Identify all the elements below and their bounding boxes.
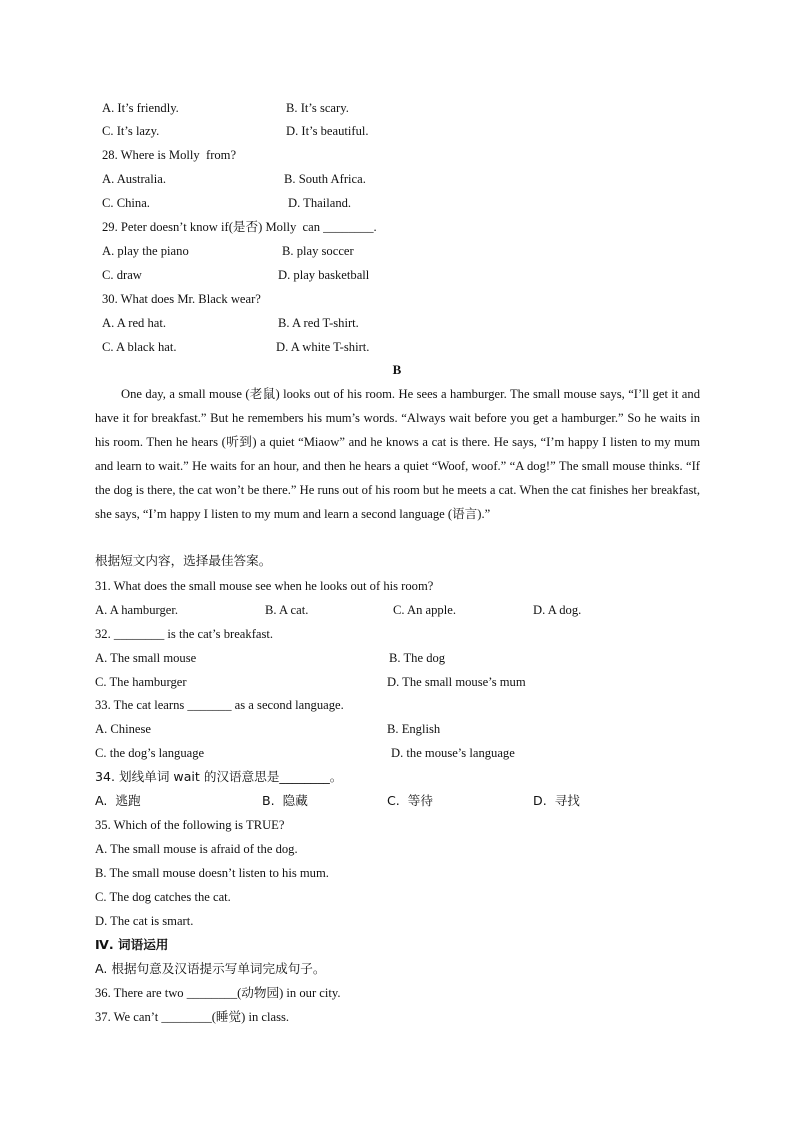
q33-option-c: C. the dog’s language	[95, 746, 205, 760]
q29-option-d: D. play basketball	[278, 268, 370, 282]
q29-option-b: B. play soccer	[282, 244, 354, 258]
q32-option-a: A. The small mouse	[95, 651, 197, 665]
q33-option-b: B. English	[387, 722, 441, 736]
q36-stem: 36. There are two ________(动物园) in our city.	[95, 986, 341, 1000]
q33-option-a: A. Chinese	[95, 722, 151, 736]
section-b-heading: B	[392, 362, 402, 377]
section-b-passage: One day, a small mouse (老鼠) looks out of his room. He sees a hamburger. The small mouse says, “I’ll get it and have it for breakfast.” But he remembers his mum’s words. “Always wait before you get a hamburger.” So he waits in his room. Then he hears (听到) a quiet “Miaow” and he knows a cat is there. He says, “I’m happy I listen to my mum and learn to wait.” He waits for an hour, and then he hears a quiet “Woof, woof.” “A dog!” The small mouse thinks. “If the dog is there, the cat won’t be there.” He runs out of his room but he meets a cat. When the cat finishes her breakfast, she says, “I’m happy I listen to my mum and learn a second language (语言).”	[95, 387, 700, 521]
q37-stem: 37. We can’t ________(睡觉) in class.	[95, 1010, 290, 1024]
q30-stem: 30. What does Mr. Black wear?	[102, 292, 261, 306]
q31-stem: 31. What does the small mouse see when he looks out of his room?	[95, 579, 434, 593]
q28-stem: 28. Where is Molly from?	[102, 148, 237, 162]
q28-option-c: C. China.	[102, 196, 150, 210]
q32-option-c: C. The hamburger	[95, 675, 187, 689]
q30-option-b: B. A red T-shirt.	[278, 316, 359, 330]
section-4-sub-a: A. 根据句意及汉语提示写单词完成句子。	[95, 961, 326, 976]
q35-option-b: B. The small mouse doesn’t listen to his mum.	[95, 866, 329, 880]
q34-stem: 34. 划线单词 wait 的汉语意思是________。	[95, 769, 343, 784]
q35-stem: 35. Which of the following is TRUE?	[95, 818, 285, 832]
q31-option-b: B. A cat.	[265, 603, 309, 617]
q30-option-d: D. A white T-shirt.	[276, 340, 370, 354]
q32-option-b: B. The dog	[389, 651, 446, 665]
q30-option-c: C. A black hat.	[102, 340, 177, 354]
q29-stem: 29. Peter doesn’t know if(是否) Molly can ________.	[102, 220, 377, 234]
q34-option-a: A. 逃跑	[95, 793, 141, 808]
q29-option-c: C. draw	[102, 268, 142, 282]
q31-option-a: A. A hamburger.	[95, 603, 179, 617]
q28-option-d: D. Thailand.	[288, 196, 352, 210]
q31-option-d: D. A dog.	[533, 603, 582, 617]
section-b-instruction: 根据短文内容，选择最佳答案。	[95, 553, 272, 568]
q27-option-a: A. It’s friendly.	[102, 101, 179, 115]
q34-option-c: C. 等待	[387, 793, 433, 808]
q27-option-d: D. It’s beautiful.	[286, 124, 369, 138]
q31-option-c: C. An apple.	[393, 603, 456, 617]
q28-option-a: A. Australia.	[102, 172, 167, 186]
q29-option-a: A. play the piano	[102, 244, 189, 258]
section-4-heading: Ⅳ. 词语运用	[95, 937, 169, 952]
q30-option-a: A. A red hat.	[102, 316, 167, 330]
q34-option-b: B. 隐藏	[262, 793, 308, 808]
q35-option-c: C. The dog catches the cat.	[95, 890, 231, 904]
q35-option-a: A. The small mouse is afraid of the dog.	[95, 842, 298, 856]
q27-option-b: B. It’s scary.	[286, 101, 349, 115]
q34-option-d: D. 寻找	[533, 793, 580, 808]
q32-stem: 32. ________ is the cat’s breakfast.	[95, 627, 274, 641]
q32-option-d: D. The small mouse’s mum	[387, 675, 526, 689]
q35-option-d: D. The cat is smart.	[95, 914, 194, 928]
q33-stem: 33. The cat learns _______ as a second language.	[95, 698, 344, 712]
q33-option-d: D. the mouse’s language	[391, 746, 515, 760]
q28-option-b: B. South Africa.	[284, 172, 366, 186]
q27-option-c: C. It’s lazy.	[102, 124, 160, 138]
